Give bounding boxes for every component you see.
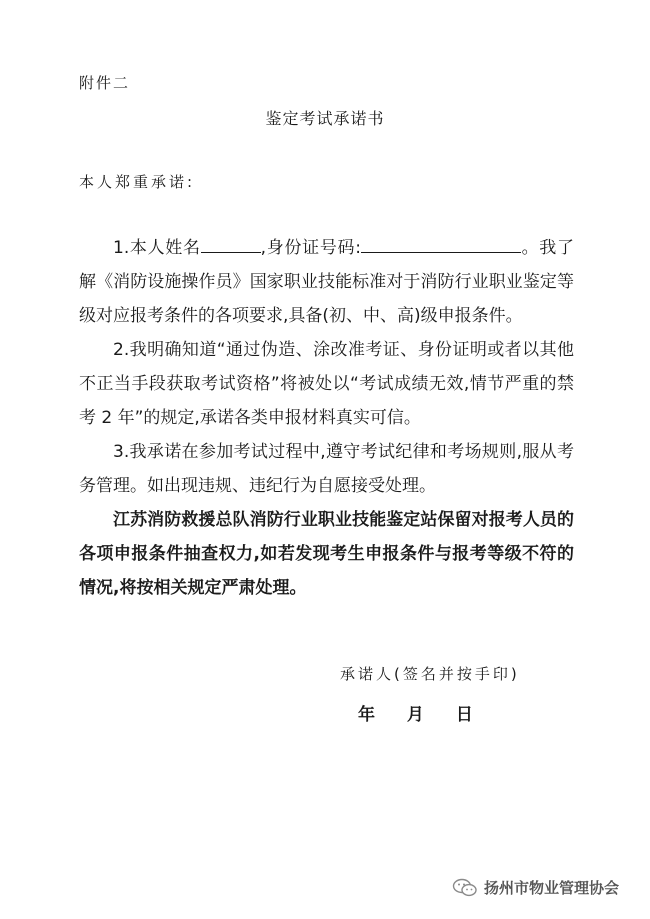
watermark-text: 扬州市物业管理协会 xyxy=(484,879,620,897)
notice-paragraph: 江苏消防救援总队消防行业职业技能鉴定站保留对报考人员的各项申报条件抽查权力,如若发现考生申报条件与报考等级不符的情况,将按相关规定严肃处理。 xyxy=(79,510,574,598)
signer-label: 承诺人(签名并按手印) xyxy=(340,665,520,683)
wechat-icon xyxy=(452,878,478,898)
commitment-item-3: 3.我承诺在参加考试过程中,遵守考试纪律和考场规则,服从考务管理。如出现违规、违纪行为自愿接受处理。 xyxy=(79,442,574,496)
id-number-blank xyxy=(361,234,521,253)
name-blank xyxy=(201,234,261,253)
item1-after-blank: 。我了解《消防设施操作员》国家职业技能标准对于消防行业职业鉴定等级对应报考条件的各项要求,具备(初、中、高)级申报条件。 xyxy=(79,238,574,326)
watermark xyxy=(452,877,619,898)
attachment-label: 附件二 xyxy=(79,74,131,92)
commitment-body xyxy=(79,231,574,605)
item1-middle: ,身份证号码: xyxy=(260,238,361,258)
commitment-item-2: 2.我明确知道“通过伪造、涂改准考证、身份证明或者以其他不正当手段获取考试资格”将被处以“考试成绩无效,情节严重的禁考 2 年”的规定,承诺各类申报材料真实可信。 xyxy=(79,340,574,428)
document-title: 鉴定考试承诺书 xyxy=(265,109,385,128)
intro-text: 本人郑重承诺: xyxy=(79,173,196,191)
date-line: 年 月 日 xyxy=(358,705,473,725)
item1-prefix: 1.本人姓名 xyxy=(113,238,201,258)
commitment-item-1 xyxy=(79,231,574,333)
